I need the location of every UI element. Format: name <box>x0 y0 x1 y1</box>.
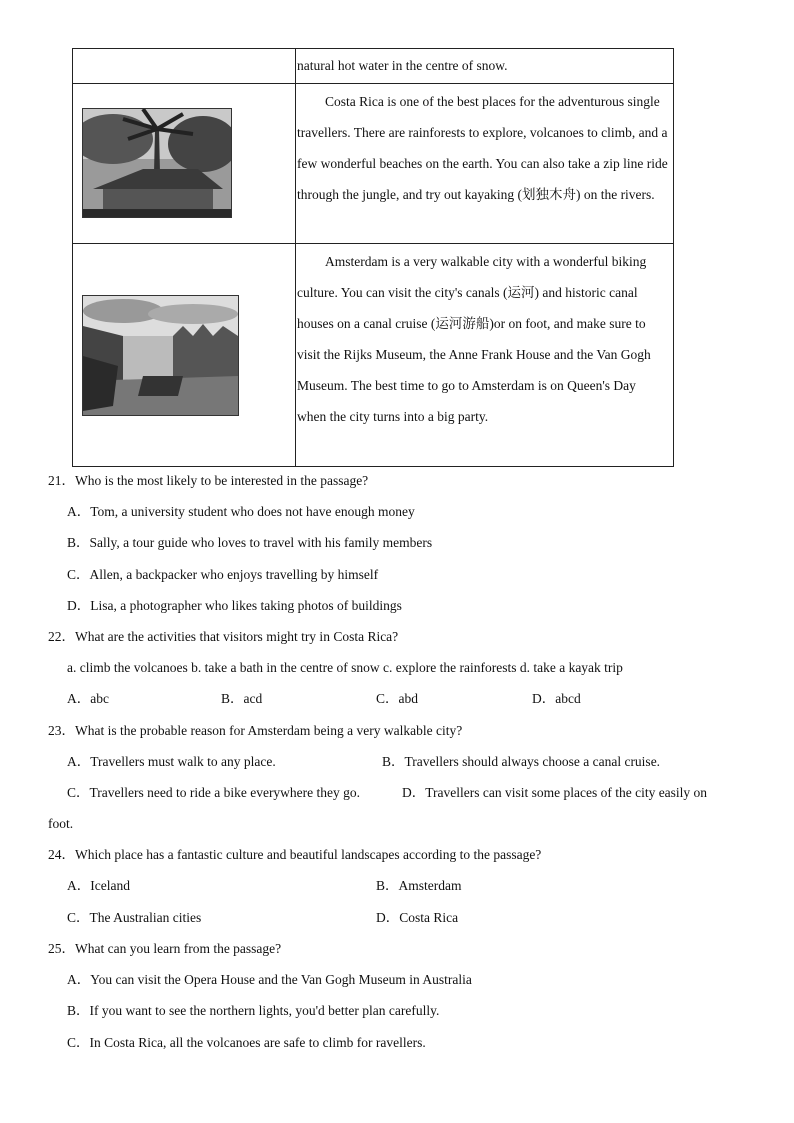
q22-option-b[interactable]: B．acd <box>221 691 263 706</box>
q25-option-c[interactable]: C．In Costa Rica, all the volcanoes are safe to climb for ravellers. <box>67 1035 426 1050</box>
q22-option-c[interactable]: C．abd <box>376 691 418 706</box>
q21-option-d[interactable]: D．Lisa, a photographer who likes taking photos of buildings <box>67 598 402 613</box>
row-top-text: natural hot water in the centre of snow. <box>297 58 508 73</box>
q23-option-a[interactable]: A．Travellers must walk to any place. <box>67 754 276 769</box>
amsterdam-text-cell <box>296 244 674 467</box>
table-cell-text <box>296 49 674 84</box>
costa-rica-text: Costa Rica is one of the best places for the adventurous single travellers. There are rainforests to explore, volcanoes to climb, and a few wonderful beaches on the earth. You can also take a zip line ride through the jungle, and try out kayaking (划独木舟) on the rivers. <box>297 94 668 202</box>
amsterdam-image-cell <box>73 244 296 467</box>
q22-option-a[interactable]: A．abc <box>67 691 109 706</box>
q25-option-a[interactable]: A．You can visit the Opera House and the Van Gogh Museum in Australia <box>67 972 472 987</box>
table-cell-empty <box>73 49 296 84</box>
q21-stem: 21．Who is the most likely to be interested in the passage? <box>48 473 369 488</box>
q21-option-a[interactable]: A．Tom, a university student who does not have enough money <box>67 504 415 519</box>
q23-option-b[interactable]: B．Travellers should always choose a canal cruise. <box>382 754 661 769</box>
amsterdam-photo <box>82 295 239 416</box>
q23-option-d[interactable]: D．Travellers can visit some places of the city easily on <box>402 785 708 800</box>
q22-sub-items: a. climb the volcanoes b. take a bath in the centre of snow c. explore the rainforests d. take a kayak trip <box>67 660 623 675</box>
q24-option-b[interactable]: B．Amsterdam <box>376 878 462 893</box>
q24-option-a[interactable]: A．Iceland <box>67 878 130 893</box>
amsterdam-text: Amsterdam is a very walkable city with a wonderful biking culture. You can visit the city's canals (运河) and historic canal houses on a canal cruise (运河游船)or on foot, and make sure to visit the Rijks Museum, the Anne Frank House and the Van Gogh Museum. The best time to go to Amsterdam is on Queen's Day when the city turns into a big party. <box>297 254 651 424</box>
q22-stem: 22．What are the activities that visitors might try in Costa Rica? <box>48 629 399 644</box>
passage-table <box>72 48 674 467</box>
q21-option-c[interactable]: C．Allen, a backpacker who enjoys travelling by himself <box>67 567 379 582</box>
q21-option-b[interactable]: B．Sally, a tour guide who loves to travel with his family members <box>67 535 433 550</box>
costa-rica-text-cell <box>296 84 674 244</box>
q23-option-d-continued: foot. <box>48 816 74 831</box>
q24-option-c[interactable]: C．The Australian cities <box>67 910 202 925</box>
q23-option-c[interactable]: C．Travellers need to ride a bike everywhere they go. <box>67 785 361 800</box>
costa-rica-image-cell <box>73 84 296 244</box>
q22-option-d[interactable]: D．abcd <box>532 691 581 706</box>
q24-stem: 24．Which place has a fantastic culture and beautiful landscapes according to the passage? <box>48 847 542 862</box>
q23-stem: 23．What is the probable reason for Amsterdam being a very walkable city? <box>48 723 463 738</box>
q24-option-d[interactable]: D．Costa Rica <box>376 910 459 925</box>
q25-option-b[interactable]: B．If you want to see the northern lights, you'd better plan carefully. <box>67 1003 440 1018</box>
q25-stem: 25．What can you learn from the passage? <box>48 941 282 956</box>
costa-rica-photo <box>82 108 232 218</box>
